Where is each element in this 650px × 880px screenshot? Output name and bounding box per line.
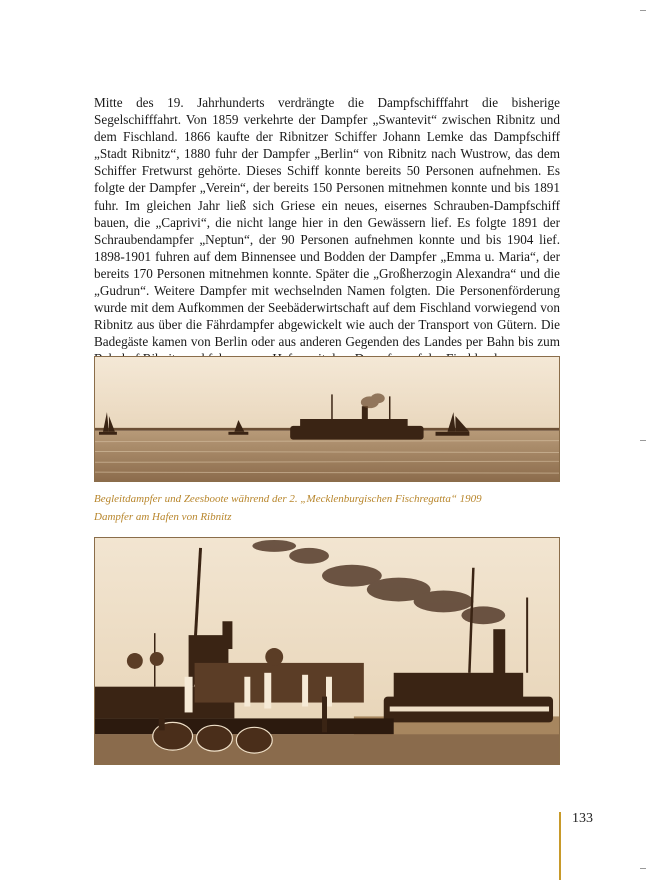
- body-paragraph: Mitte des 19. Jahrhunderts verdrängte die Dampfschifffahrt die bisherige Segelschifffahrt. Von 1859 verkehrte der Dampfer „Swantevit“ zwischen Ribnitz und dem Fischland. 1866 kaufte der Ribnitzer Schiffer Johann Lemke das Dampfschiff „Stadt Ribnitz“, 1880 fuhr der Dampfer „Berlin“ von Ribnitz nach Wustrow, das dem Schiffer Fretwurst gehörte. Dieses Schiff konnte bereits 50 Personen aufnehmen. Es folgte der Dampfer „Verein“, der bereits 150 Personen mitnehmen konnte und bis 1891 fuhr. Im gleichen Jahr ließ sich Griese ein neues, eisernes Schrauben-Dampfschiff bauen, die „Caprivi“, die nicht lange hier in den Gewässern lief. Es folgte 1891 der Schraubendampfer „Neptun“, der 90 Personen aufnehmen konnte und bis 1904 lief. 1898-1901 fuhren auf dem Binnensee und Bodden der Dampfer „Emma u. Maria“, der bereits 170 Personen mitnehmen konnte. Später die „Großherzogin Alexandra“ und die „Gudrun“. Weitere Dampfer mit wechselnden Namen folgten. Die Personenförderung wurde mit dem Aufkommen der Seebäderwirtschaft auf dem Fischland vorwiegend von Ribnitz aus über die Fährdampfer abgewickelt wie auch der Transport von Gütern. Die Badegäste kamen von Berlin oder aus anderen Gegenden des Landes per Bahn bis zum: [94, 95, 560, 350]
- caption-harbor: Dampfer am Hafen von Ribnitz: [94, 511, 232, 523]
- caption-regatta: Begleitdampfer und Zeesboote während der 2. „Mecklenburgischen Fischregatta“ 1909: [94, 493, 482, 505]
- photo-regatta-image: [95, 357, 559, 481]
- page-number: 133: [572, 811, 593, 826]
- photo-harbor-image: [95, 538, 559, 764]
- crop-mark: [640, 440, 646, 441]
- crop-mark: [640, 10, 646, 11]
- photo-regatta-steamer: [94, 356, 560, 482]
- gutter-rule: [559, 812, 561, 880]
- photo-harbor-steamers: [94, 537, 560, 765]
- crop-mark: [640, 868, 646, 869]
